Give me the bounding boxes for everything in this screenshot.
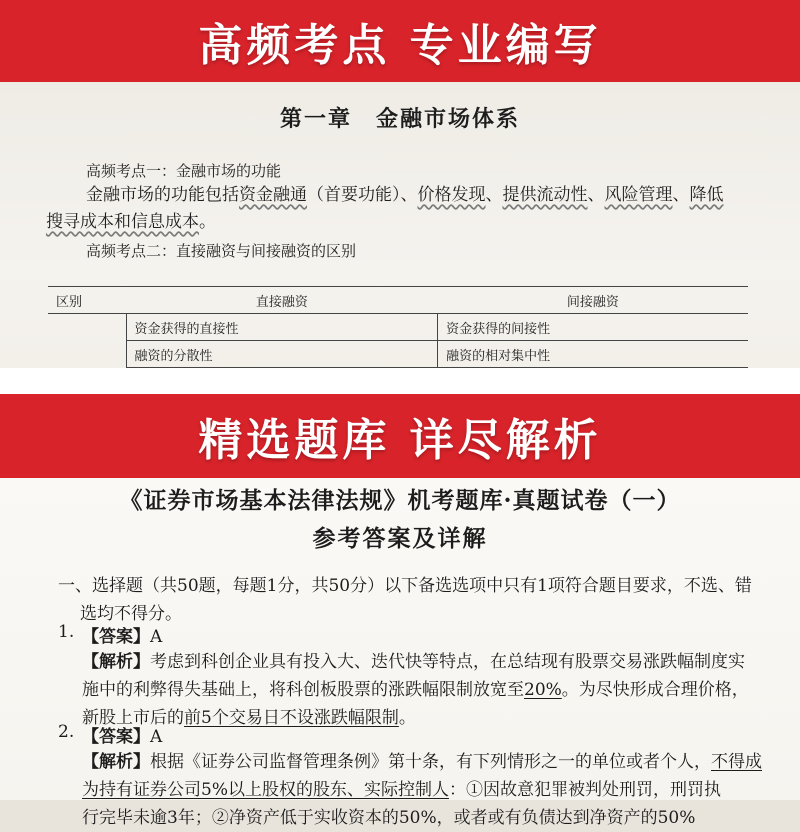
financing-comparison-table <box>48 286 748 368</box>
function-item-1: 资金融通 <box>239 185 307 205</box>
function-item-5b: 搜寻成本和信息成本 <box>46 212 199 232</box>
exam-title: 《证券市场基本法律法规》机考题库·真题试卷（一） <box>119 487 681 514</box>
answer-label: 【答案】 <box>82 727 150 747</box>
separator: 、 <box>587 185 605 205</box>
question-1-explanation <box>82 648 762 732</box>
separator: 、 <box>485 185 503 205</box>
top-banner-text: 高频考点 专业编写 <box>198 20 602 71</box>
table-cell: 资金获得的间接性 <box>438 314 748 341</box>
middle-banner-text: 精选题库 详尽解析 <box>198 415 602 466</box>
function-item-5a: 降低 <box>689 185 724 205</box>
table-row <box>48 341 748 368</box>
exam-subtitle: 参考答案及详解 <box>312 525 488 552</box>
question-2-explanation <box>82 748 762 832</box>
period: 。 <box>199 212 216 232</box>
section-line: 一、选择题（共50题，每题1分，共50分）以下备选选项中只有1项符合题目要求，不选、错 <box>58 576 752 596</box>
question-number: 2. <box>58 722 75 742</box>
function-item-2: 价格发现 <box>417 185 486 205</box>
separator: 、 <box>672 185 690 205</box>
explanation-line: 。为尽快形成合理价格， <box>561 680 749 700</box>
explanation-line: 新股上市后的 <box>82 708 184 728</box>
answer-label: 【答案】 <box>82 627 150 647</box>
table-cell: 资金获得的直接性 <box>126 314 438 341</box>
table-header-row <box>48 287 748 314</box>
function-item-4: 风险管理 <box>604 185 673 205</box>
question-1-answer <box>82 622 162 647</box>
explanation-underlined: 20% <box>524 680 562 700</box>
table-header: 区别 <box>48 287 126 314</box>
explanation-line: ：①因故意犯罪被判处刑罚，刑罚执 <box>448 780 721 800</box>
key-point-1-text <box>46 182 766 236</box>
table-cell <box>48 341 126 368</box>
section-instructions <box>58 572 758 628</box>
explanation-underlined: 前5个交易日不设涨跌幅限制 <box>184 708 399 728</box>
explanation-label: 【解析】 <box>82 652 150 672</box>
explanation-line: 施中的利弊得失基础上，将科创板股票的涨跌幅限制放宽至 <box>82 680 524 700</box>
table-cell: 融资的分散性 <box>126 341 438 368</box>
table-cell: 融资的相对集中性 <box>438 341 748 368</box>
table-row <box>48 314 748 341</box>
explanation-label: 【解析】 <box>82 752 150 772</box>
explanation-line: 行完毕未逾3年；②净资产低于实收资本的50%，或者或有负债达到净资产的50% <box>82 808 696 828</box>
section-line: 选均不得分。 <box>80 604 182 624</box>
key-point-1-heading: 高频考点一：金融市场的功能 <box>86 162 282 180</box>
explanation-underlined: 不得成 <box>711 752 762 772</box>
key-point-2-heading: 高频考点二：直接融资与间接融资的区别 <box>86 242 357 260</box>
middle-banner <box>0 394 800 478</box>
top-banner <box>0 0 800 82</box>
text-continuation <box>46 209 766 236</box>
question-2-answer <box>82 722 162 747</box>
question-number: 1. <box>58 622 75 642</box>
answer-value: A <box>150 627 163 647</box>
explanation-line: 考虑到科创企业具有投入大、迭代快等特点，在总结现有股票交易涨跌幅制度实 <box>150 652 745 672</box>
function-item-3: 提供流动性 <box>502 185 588 205</box>
chapter-title: 第一章 金融市场体系 <box>279 106 520 132</box>
table-cell <box>48 314 126 341</box>
answer-value: A <box>150 727 163 747</box>
text-prefix: 金融市场的功能包括 <box>86 185 239 205</box>
table-header: 间接融资 <box>438 287 748 314</box>
explanation-line: 根据《证券公司监督管理条例》第十条，有下列情形之一的单位或者个人， <box>150 752 711 772</box>
explanation-underlined: 为持有证券公司5%以上股权的股东、实际控制人 <box>82 780 449 800</box>
table-header: 直接融资 <box>126 287 438 314</box>
explanation-line: 。 <box>398 708 416 728</box>
text-note: （首要功能）、 <box>307 185 418 205</box>
white-divider <box>0 368 800 394</box>
